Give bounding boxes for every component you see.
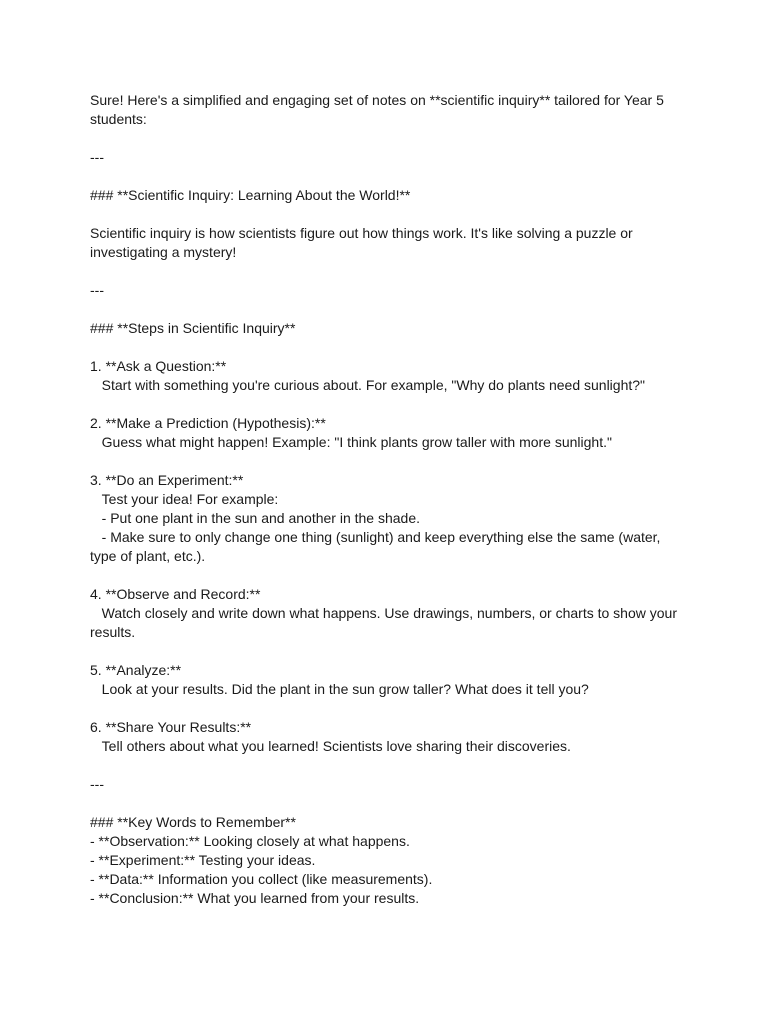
step-text: Look at your results. Did the plant in the sun grow taller? What does it tell you? [90,681,589,697]
keyword-item: - **Experiment:** Testing your ideas. [90,852,316,868]
divider: --- [90,149,104,165]
step-text: Guess what might happen! Example: "I think plants grow taller with more sunlight." [90,434,612,450]
divider: --- [90,282,104,298]
step-bullet: - Make sure to only change one thing (sunlight) and keep everything else the same (water, type of plant, etc.). [90,529,665,564]
step-title: 3. **Do an Experiment:** [90,472,244,488]
blank-line [90,794,680,813]
step-title: 6. **Share Your Results:** [90,719,252,735]
intro-text: Sure! Here's a simplified and engaging set of notes on **scientific inquiry** tailored for Year 5 students: [90,92,668,127]
section-heading: ### **Steps in Scientific Inquiry** [90,320,296,336]
paragraph: Scientific inquiry is how scientists figure out how things work. It's like solving a puzzle or investigating a mystery! [90,225,637,260]
blank-line [90,566,680,585]
keyword-item: - **Conclusion:** What you learned from your results. [90,890,420,906]
blank-line [90,338,680,357]
blank-line [90,129,680,148]
blank-line [90,756,680,775]
step-text: Test your idea! For example: [90,491,279,507]
blank-line [90,642,680,661]
step-text: Tell others about what you learned! Scientists love sharing their discoveries. [90,738,571,754]
step-title: 2. **Make a Prediction (Hypothesis):** [90,415,326,431]
section-heading: ### **Key Words to Remember** [90,814,296,830]
blank-line [90,262,680,281]
step-title: 5. **Analyze:** [90,662,182,678]
blank-line [90,395,680,414]
step-title: 1. **Ask a Question:** [90,358,227,374]
keyword-item: - **Observation:** Looking closely at what happens. [90,833,410,849]
divider: --- [90,776,104,792]
step-bullet: - Put one plant in the sun and another in the shade. [90,510,421,526]
keyword-item: - **Data:** Information you collect (like measurements). [90,871,433,887]
step-title: 4. **Observe and Record:** [90,586,261,602]
step-text: Watch closely and write down what happens. Use drawings, numbers, or charts to show your results. [90,605,681,640]
blank-line [90,452,680,471]
blank-line [90,205,680,224]
blank-line [90,699,680,718]
section-heading: ### **Scientific Inquiry: Learning About the World!** [90,187,411,203]
blank-line [90,167,680,186]
document-body [90,91,680,908]
blank-line [90,300,680,319]
step-text: Start with something you're curious about. For example, "Why do plants need sunlight?" [90,377,646,393]
